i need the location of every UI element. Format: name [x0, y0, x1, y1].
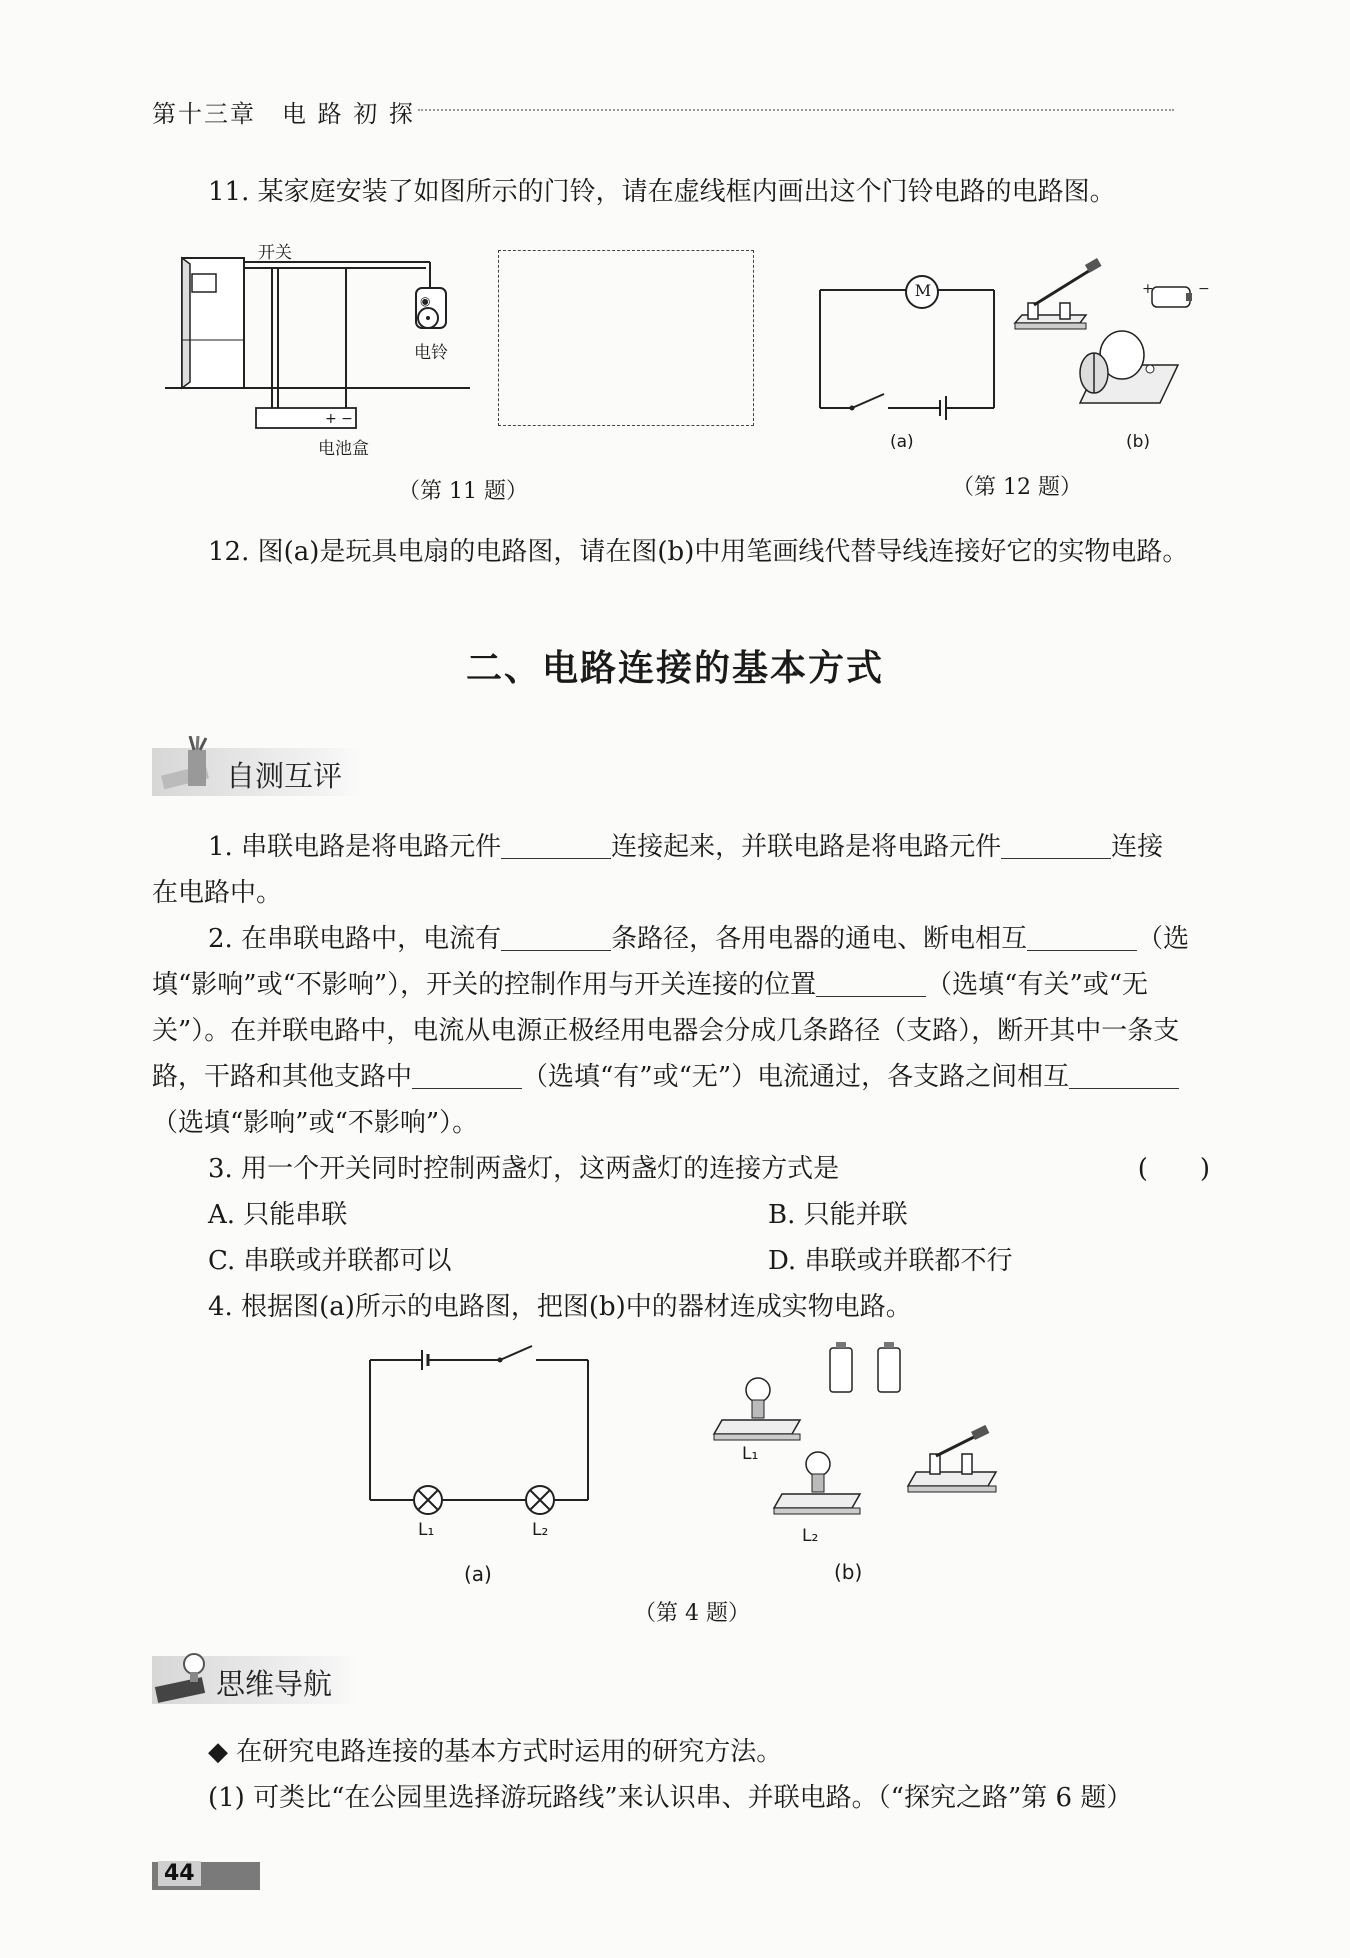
- caption-q4: （第 4 题）: [634, 1601, 750, 1626]
- label-battery-box: 电池盒: [318, 439, 369, 459]
- label-bell: 电铃: [414, 343, 448, 363]
- item-3-options-cd: [152, 1238, 1210, 1284]
- thinking-bullet: ◆ 在研究电路连接的基本方式时运用的研究方法。: [208, 1737, 783, 1767]
- answer-paren[interactable]: ( ): [1137, 1154, 1210, 1184]
- blank-2-3[interactable]: [816, 970, 926, 997]
- label-L2-diagram: L₂: [532, 1520, 549, 1540]
- item-2-line3: 关”）。在并联电路中，电流从电源正极经用电器会分成几条路径（支路），断开其中一条支: [152, 1016, 1180, 1046]
- blank-1-1[interactable]: [501, 832, 611, 859]
- q12-label-a: (a): [890, 432, 914, 452]
- svg-text:−: −: [1198, 281, 1210, 297]
- items-block: [152, 824, 1210, 1330]
- option-a[interactable]: A. 只能串联: [208, 1200, 348, 1230]
- thinking-badge: [152, 1656, 360, 1704]
- section-title: 二、电路连接的基本方式: [465, 648, 884, 689]
- item-2-line5: （选填“影响”或“不影响”）。: [152, 1108, 479, 1138]
- item-2-line2: 填“影响”或“不影响”），开关的控制作用与开关连接的位置 （选填“有关”或“无: [152, 970, 1149, 1000]
- item-1: 1. 串联电路是将电路元件 连接起来，并联电路是将电路元件 连接: [208, 832, 1164, 862]
- item-3-options-ab: [152, 1192, 1210, 1238]
- item-1-cont: 在电路中。: [152, 878, 283, 908]
- blank-2-2[interactable]: [1027, 924, 1137, 951]
- pencil-cup-icon: [152, 736, 224, 796]
- answer-box-dashed[interactable]: [498, 250, 754, 426]
- question-11: 11. 某家庭安装了如图所示的门铃，请在虚线框内画出这个门铃电路的电路图。: [208, 177, 1116, 207]
- motor-label: M: [914, 281, 932, 300]
- question-12: 12. 图(a)是玩具电扇的电路图，请在图(b)中用笔画线代替导线连接好它的实物电路。: [208, 537, 1189, 567]
- q12-label-b: (b): [1126, 432, 1151, 452]
- label-switch: 开关: [258, 243, 292, 263]
- blank-2-5[interactable]: [1069, 1062, 1179, 1089]
- item-2: 2. 在串联电路中，电流有 条路径，各用电器的通电、断电相互 （选: [208, 924, 1190, 954]
- selftest-badge: [152, 748, 362, 796]
- blank-1-2[interactable]: [1001, 832, 1111, 859]
- lightbulb-icon: [152, 1646, 222, 1706]
- option-b[interactable]: B. 只能并联: [768, 1200, 908, 1230]
- q4-label-b: (b): [834, 1560, 863, 1584]
- caption-q12: （第 12 题）: [952, 475, 1082, 500]
- label-L2-component: L₂: [802, 1526, 819, 1546]
- selftest-title: 自测互评: [226, 759, 343, 793]
- lamp-circuit-diagram: [360, 1340, 600, 1520]
- svg-text:+: +: [1142, 281, 1154, 297]
- option-c[interactable]: C. 串联或并联都可以: [208, 1246, 452, 1276]
- page-number: 44: [158, 1861, 201, 1886]
- item-3: 3. 用一个开关同时控制两盏灯，这两盏灯的连接方式是 ( ): [152, 1146, 1210, 1192]
- svg-text:◉: ◉: [420, 294, 431, 308]
- battery-signs: + −: [325, 411, 353, 427]
- caption-q11: （第 11 题）: [398, 479, 528, 504]
- chapter-header: 第十三章 电 路 初 探: [152, 100, 415, 128]
- page-number-block: [152, 1862, 260, 1890]
- blank-2-1[interactable]: [501, 924, 611, 951]
- label-L1-component: L₁: [742, 1444, 759, 1464]
- header-dotted-line: [418, 109, 1174, 111]
- item-4: 4. 根据图(a)所示的电路图，把图(b)中的器材连成实物电路。: [208, 1292, 912, 1322]
- option-d[interactable]: D. 串联或并联都不行: [768, 1246, 1013, 1276]
- q4-label-a: (a): [464, 1562, 492, 1586]
- thinking-line-1: (1) 可类比“在公园里选择游玩路线”来认识串、并联电路。（“探究之路”第 6 题）: [208, 1783, 1133, 1813]
- lamp-components-figure: [700, 1336, 1020, 1536]
- blank-2-4[interactable]: [412, 1062, 522, 1089]
- label-L1-diagram: L₁: [418, 1520, 435, 1540]
- fan-components-figure: [1010, 255, 1220, 420]
- item-2-line4: 路，干路和其他支路中 （选填“有”或“无”）电流通过，各支路之间相互: [152, 1054, 1210, 1100]
- thinking-title: 思维导航: [216, 1667, 333, 1701]
